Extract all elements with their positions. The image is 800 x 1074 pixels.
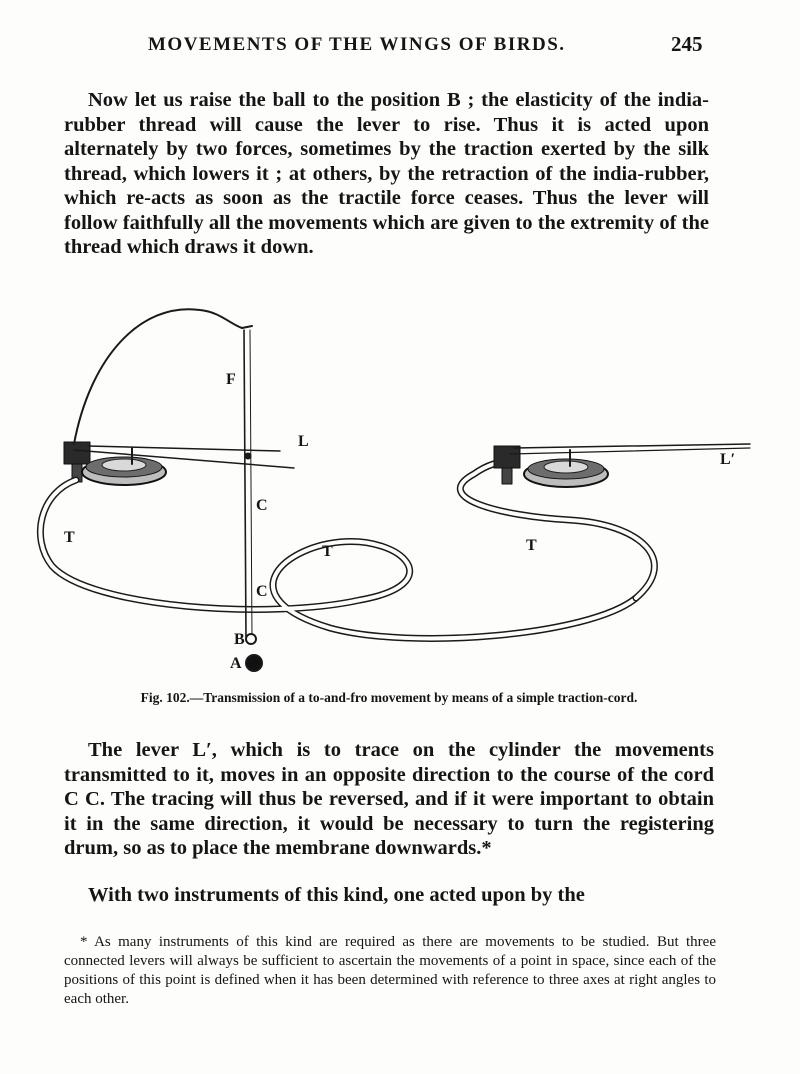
india-rubber-thread: [74, 309, 242, 444]
body-paragraph-2: The lever L′, which is to trace on the cylinder the movements transmitted to it, moves in an opposite direction to the course of the cord C C. The tracing will thus be reversed, and if it were important to obtain it in the same direction, it would be necessary to turn the registering drum, so as to place the membrane downwards.*: [64, 739, 714, 859]
label-t-right: T: [526, 537, 537, 554]
label-c-upper: C: [256, 497, 268, 514]
left-tube: [40, 480, 636, 638]
body-paragraph-1: Now let us raise the ball to the position B ; the elasticity of the india-rubber thread will cause the lever to rise. Thus it is acted upon alternately by two forces, sometimes by the traction exerted by the silk thread, which lowers it ; at others, by the retraction of the india-rubber, which re-acts as soon as the tractile force ceases. Thus the lever will follow faithfully all the movements which are given to the extremity of the thread which draws it down.: [64, 89, 709, 258]
label-l-prime: L′: [720, 451, 736, 468]
running-title: MOVEMENTS OF THE WINGS OF BIRDS.: [148, 34, 566, 55]
label-t-middle: T: [322, 543, 333, 560]
page-header: [0, 34, 800, 62]
label-f: F: [226, 371, 236, 388]
label-c-lower: C: [256, 583, 268, 600]
figure-caption: Fig. 102.—Transmission of a to-and-fro movement by means of a simple traction-cord.: [140, 690, 638, 705]
label-l: L: [298, 433, 309, 450]
label-b: B: [234, 631, 245, 648]
ball-a: [246, 655, 262, 671]
label-t-left: T: [64, 529, 75, 546]
ball-b: [246, 634, 256, 644]
label-a: A: [230, 655, 242, 672]
figure-102-illustration: [30, 298, 770, 682]
body-paragraph-3: With two instruments of this kind, one acted upon by the: [88, 884, 585, 906]
footnote: * As many instruments of this kind are required as there are movements to be studied. But three connected levers will always be sufficient to ascertain the movements of a point in space, since each of the positions of this point is defined when it has been determined with reference to three axes at right angles to each other.: [64, 934, 716, 1007]
page-number: 245: [671, 32, 703, 56]
left-instrument: [64, 442, 294, 485]
traction-cord: [244, 330, 246, 638]
right-instrument: [494, 444, 750, 487]
